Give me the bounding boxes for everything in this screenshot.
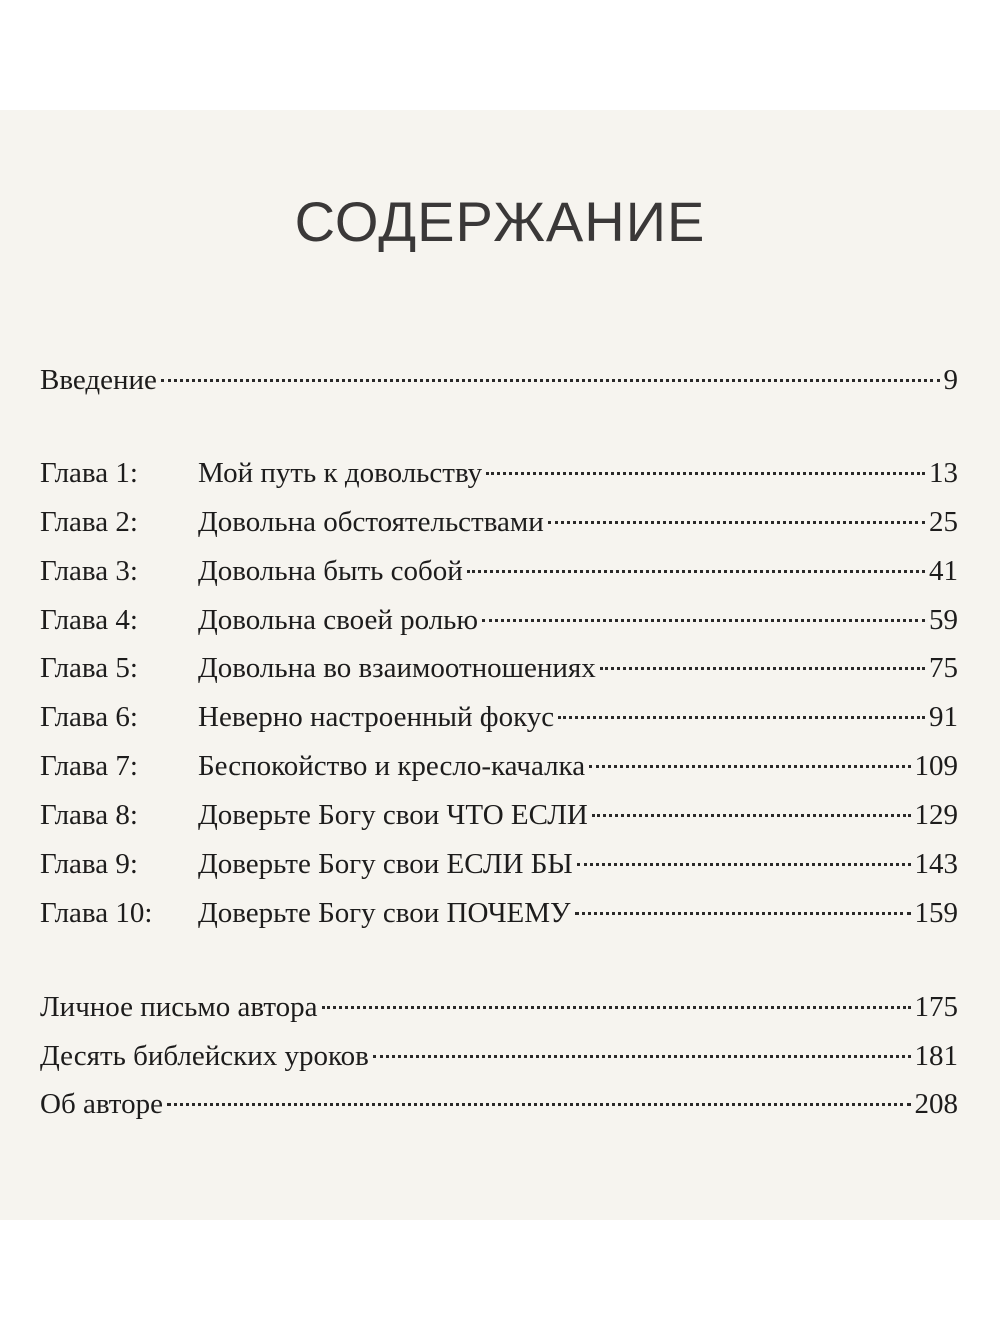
dot-leader bbox=[373, 1055, 911, 1058]
toc-entry-title: Мой путь к довольству bbox=[198, 457, 483, 489]
toc-page-number: 59 bbox=[929, 604, 958, 636]
toc-entry-title: Довольна во взаимоотношениях bbox=[198, 652, 596, 684]
toc-entry-intro bbox=[40, 360, 958, 400]
dot-leader bbox=[322, 1006, 911, 1009]
toc-entry-title: Личное письмо автора bbox=[40, 991, 318, 1023]
dot-leader bbox=[161, 379, 940, 382]
toc-page-number: 181 bbox=[914, 1040, 958, 1072]
toc-entry-chapter-2 bbox=[40, 502, 958, 542]
dot-leader bbox=[486, 472, 925, 475]
toc-entry-title: Десять библейских уроков bbox=[40, 1040, 369, 1072]
toc-page-number: 208 bbox=[914, 1088, 958, 1120]
toc-entry-chapter-9 bbox=[40, 844, 958, 884]
toc-entry-chapter-4 bbox=[40, 600, 958, 640]
toc-entry-chapter-1 bbox=[40, 453, 958, 493]
toc-entry-chapter-5 bbox=[40, 648, 958, 688]
chapter-label: Глава 9: bbox=[40, 848, 138, 880]
chapter-label: Глава 4: bbox=[40, 604, 138, 636]
toc-entry-title: Довольна быть собой bbox=[198, 555, 463, 587]
toc-entry-chapter-3 bbox=[40, 551, 958, 591]
toc-entry-author-letter bbox=[40, 987, 958, 1027]
toc-entry-bible-lessons bbox=[40, 1036, 958, 1076]
toc-page-number: 13 bbox=[929, 457, 958, 489]
toc-entry-title: Доверьте Богу свои ПОЧЕМУ bbox=[198, 897, 571, 929]
dot-leader bbox=[558, 716, 925, 719]
dot-leader bbox=[548, 521, 925, 524]
toc-page-number: 159 bbox=[914, 897, 958, 929]
toc-entry-title: Неверно настроенный фокус bbox=[198, 701, 555, 733]
toc-page-number: 9 bbox=[943, 364, 958, 396]
dot-leader bbox=[575, 912, 911, 915]
toc-page-number: 143 bbox=[914, 848, 958, 880]
chapter-label: Глава 7: bbox=[40, 750, 138, 782]
chapter-label: Глава 8: bbox=[40, 799, 138, 831]
toc-entry-chapter-7 bbox=[40, 746, 958, 786]
dot-leader bbox=[592, 814, 911, 817]
toc-entry-chapter-6 bbox=[40, 697, 958, 737]
dot-leader bbox=[577, 863, 911, 866]
toc-page-number: 175 bbox=[914, 991, 958, 1023]
toc-page-number: 25 bbox=[929, 506, 958, 538]
toc-title: СОДЕРЖАНИЕ bbox=[294, 190, 706, 253]
chapter-label: Глава 2: bbox=[40, 506, 138, 538]
toc-entry-title: Доверьте Богу свои ЧТО ЕСЛИ bbox=[198, 799, 588, 831]
toc-page-number: 41 bbox=[929, 555, 958, 587]
chapter-label: Глава 3: bbox=[40, 555, 138, 587]
toc-entry-title: Довольна обстоятельствами bbox=[198, 506, 544, 538]
toc-entry-title: Введение bbox=[40, 364, 157, 396]
dot-leader bbox=[589, 765, 910, 768]
chapter-label: Глава 6: bbox=[40, 701, 138, 733]
dot-leader bbox=[600, 667, 925, 670]
dot-leader bbox=[467, 570, 925, 573]
toc-entry-chapter-10 bbox=[40, 893, 958, 933]
toc-page-number: 109 bbox=[914, 750, 958, 782]
chapter-label: Глава 10: bbox=[40, 897, 153, 929]
chapter-label: Глава 1: bbox=[40, 457, 138, 489]
toc-page-number: 129 bbox=[914, 799, 958, 831]
toc-page-number: 91 bbox=[929, 701, 958, 733]
toc-entry-title: Беспокойство и кресло-качалка bbox=[198, 750, 586, 782]
toc-entry-chapter-8 bbox=[40, 795, 958, 835]
toc-entry-about-author bbox=[40, 1084, 958, 1124]
dot-leader bbox=[482, 619, 925, 622]
toc-entry-title: Доверьте Богу свои ЕСЛИ БЫ bbox=[198, 848, 573, 880]
toc-entry-title: Об авторе bbox=[40, 1088, 163, 1120]
toc-entry-title: Довольна своей ролью bbox=[198, 604, 479, 636]
toc-page-number: 75 bbox=[929, 652, 958, 684]
chapter-label: Глава 5: bbox=[40, 652, 138, 684]
dot-leader bbox=[167, 1103, 911, 1106]
